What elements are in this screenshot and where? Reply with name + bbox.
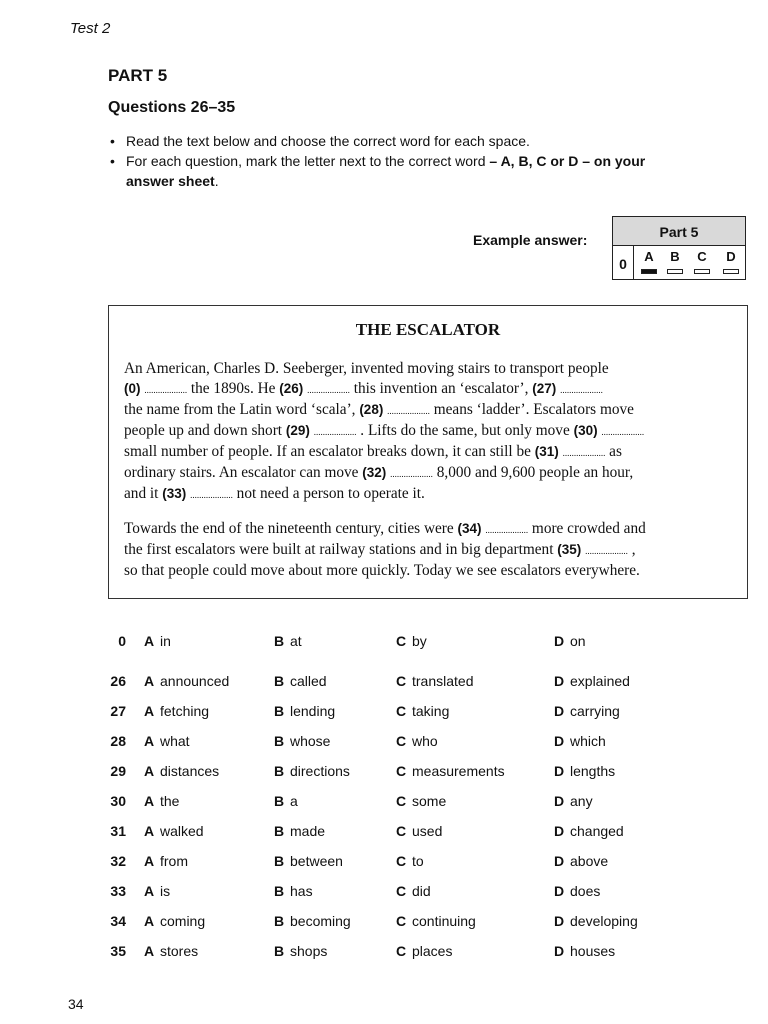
text-line: An American, Charles D. Seeberger, invented moving stairs to transport people xyxy=(124,360,609,377)
option-word: stores xyxy=(160,943,199,959)
option-word: who xyxy=(412,733,438,749)
paragraph-2 xyxy=(124,519,734,581)
option-letter: D xyxy=(554,673,565,689)
question-number: 0 xyxy=(118,633,126,649)
reading-text-box xyxy=(108,305,748,599)
option-word: at xyxy=(290,633,302,649)
page-number: 34 xyxy=(68,996,84,1012)
option-c xyxy=(396,673,473,689)
option-word: lending xyxy=(290,703,336,719)
example-option-a: A xyxy=(644,249,654,264)
question-number: 33 xyxy=(110,883,126,899)
option-word: announced xyxy=(160,673,230,689)
option-letter: A xyxy=(144,633,155,649)
question-row-0 xyxy=(0,633,768,655)
option-word: above xyxy=(570,853,609,869)
text-line: the name from the Latin word ‘scala’, (28) ................... means ‘ladder’. Escalators move xyxy=(124,401,634,418)
option-word: coming xyxy=(160,913,206,929)
option-word: made xyxy=(290,823,326,839)
option-d xyxy=(554,793,593,809)
option-letter: D xyxy=(554,883,565,899)
option-letter: D xyxy=(554,793,565,809)
text-line: people up and down short (29) ................... . Lifts do the same, but only move (30) ................... xyxy=(124,422,645,439)
gap-34: (34) xyxy=(457,521,482,536)
question-number: 32 xyxy=(110,853,126,869)
option-d xyxy=(554,883,600,899)
option-d xyxy=(554,633,586,649)
option-letter: A xyxy=(144,673,155,689)
option-word: a xyxy=(290,793,298,809)
instructions-list xyxy=(108,131,668,191)
option-letter: A xyxy=(144,703,155,719)
option-word: which xyxy=(570,733,606,749)
option-word: measurements xyxy=(412,763,505,779)
option-b xyxy=(274,913,351,929)
option-letter: A xyxy=(144,733,155,749)
question-number: 34 xyxy=(110,913,126,929)
option-letter: C xyxy=(396,733,407,749)
questions-title: Questions 26–35 xyxy=(108,99,236,116)
instruction-text: Read the text below and choose the correct word for each space. xyxy=(126,133,530,149)
option-letter: C xyxy=(396,823,407,839)
text-line: and it (33) ................... not need a person to operate it. xyxy=(124,485,425,502)
option-c xyxy=(396,853,424,869)
option-word: the xyxy=(160,793,180,809)
option-word: fetching xyxy=(160,703,210,719)
option-letter: B xyxy=(274,763,285,779)
question-row-35 xyxy=(0,943,768,965)
option-word: what xyxy=(160,733,190,749)
question-number: 31 xyxy=(110,823,126,839)
option-word: did xyxy=(412,883,431,899)
option-word: on xyxy=(570,633,586,649)
option-word: whose xyxy=(290,733,331,749)
option-c xyxy=(396,703,449,719)
part-title: PART 5 xyxy=(108,66,168,85)
option-letter: B xyxy=(274,823,285,839)
text-line: (0) ................... the 1890s. He (26) ................... this invention an ‘escalator’, (27) ................... xyxy=(124,380,603,397)
gap-28: (28) xyxy=(359,402,384,417)
gap-27: (27) xyxy=(532,381,557,396)
question-row-28 xyxy=(0,733,768,755)
option-a xyxy=(144,913,205,929)
question-row-34 xyxy=(0,913,768,935)
option-word: houses xyxy=(570,943,616,959)
option-letter: A xyxy=(144,763,155,779)
option-letter: D xyxy=(554,733,565,749)
option-b xyxy=(274,943,327,959)
gap-35: (35) xyxy=(557,542,582,557)
text-line: Towards the end of the nineteenth century, cities were (34) ................... more crowded and xyxy=(124,520,646,537)
option-word: does xyxy=(570,883,601,899)
text-title: THE ESCALATOR xyxy=(355,320,501,339)
option-word: by xyxy=(412,633,427,649)
option-a xyxy=(144,943,198,959)
option-letter: C xyxy=(396,673,407,689)
option-a xyxy=(144,763,219,779)
option-a xyxy=(144,633,171,649)
option-letter: B xyxy=(274,883,285,899)
example-option-d: D xyxy=(726,249,736,264)
option-b xyxy=(274,883,313,899)
example-option-c: C xyxy=(697,249,707,264)
option-letter: B xyxy=(274,733,285,749)
question-number: 29 xyxy=(110,763,126,779)
option-word: to xyxy=(412,853,424,869)
option-a xyxy=(144,673,229,689)
example-mark-c xyxy=(694,269,710,274)
option-word: continuing xyxy=(412,913,476,929)
option-letter: D xyxy=(554,823,565,839)
question-number: 27 xyxy=(110,703,126,719)
question-row-27 xyxy=(0,703,768,725)
example-mark-d xyxy=(723,269,739,274)
instruction-text: For each question, mark the letter next to the correct word xyxy=(126,153,490,169)
example-answer-label: Example answer: xyxy=(473,232,588,248)
question-row-29 xyxy=(0,763,768,785)
text-line: so that people could move about more quickly. Today we see escalators everywhere. xyxy=(124,562,640,579)
example-answer-box xyxy=(612,216,746,280)
option-letter: A xyxy=(144,943,155,959)
gap-26: (26) xyxy=(279,381,304,396)
example-mark-b xyxy=(667,269,683,274)
option-word: explained xyxy=(570,673,630,689)
option-letter: C xyxy=(396,703,407,719)
example-mark-a-filled xyxy=(641,269,657,274)
question-number: 28 xyxy=(110,733,126,749)
gap-31: (31) xyxy=(534,444,559,459)
option-letter: D xyxy=(554,853,565,869)
option-d xyxy=(554,853,608,869)
option-letter: B xyxy=(274,633,285,649)
option-c xyxy=(396,823,442,839)
option-word: walked xyxy=(160,823,204,839)
option-letter: A xyxy=(144,823,155,839)
option-c xyxy=(396,633,427,649)
option-d xyxy=(554,943,615,959)
option-c xyxy=(396,913,476,929)
question-number: 26 xyxy=(110,673,126,689)
option-letter: C xyxy=(396,943,407,959)
option-d xyxy=(554,703,620,719)
gap-0: (0) xyxy=(124,381,141,396)
question-row-30 xyxy=(0,793,768,815)
option-a xyxy=(144,703,209,719)
instruction-bold-text: – A, B, C or D – on your answer sheet xyxy=(126,153,646,189)
option-letter: B xyxy=(274,793,285,809)
option-word: between xyxy=(290,853,343,869)
option-c xyxy=(396,733,438,749)
option-word: has xyxy=(290,883,313,899)
option-word: any xyxy=(570,793,593,809)
option-d xyxy=(554,913,638,929)
gap-32: (32) xyxy=(362,465,387,480)
question-row-31 xyxy=(0,823,768,845)
option-word: from xyxy=(160,853,188,869)
text-line: the first escalators were built at railway stations and in big department (35) ................... , xyxy=(124,541,636,558)
option-letter: B xyxy=(274,673,285,689)
option-letter: C xyxy=(396,793,407,809)
option-a xyxy=(144,853,188,869)
option-a xyxy=(144,733,190,749)
instruction-item xyxy=(108,131,668,151)
option-word: taking xyxy=(412,703,450,719)
option-a xyxy=(144,793,179,809)
option-d xyxy=(554,823,624,839)
text-line: ordinary stairs. An escalator can move (32) ................... 8,000 and 9,600 people an hour, xyxy=(124,464,634,481)
option-word: in xyxy=(160,633,171,649)
option-letter: C xyxy=(396,633,407,649)
option-letter: C xyxy=(396,763,407,779)
option-b xyxy=(274,733,330,749)
instruction-suffix: . xyxy=(214,173,219,189)
option-letter: D xyxy=(554,633,565,649)
option-word: directions xyxy=(290,763,350,779)
option-word: becoming xyxy=(290,913,351,929)
option-d xyxy=(554,763,615,779)
option-c xyxy=(396,943,452,959)
option-word: is xyxy=(160,883,171,899)
option-letter: C xyxy=(396,883,407,899)
option-letter: A xyxy=(144,793,155,809)
example-box-title: Part 5 xyxy=(613,217,745,246)
option-letter: B xyxy=(274,943,285,959)
option-word: called xyxy=(290,673,327,689)
option-c xyxy=(396,883,431,899)
option-letter: D xyxy=(554,943,565,959)
option-b xyxy=(274,703,335,719)
option-letter: B xyxy=(274,913,285,929)
option-word: developing xyxy=(570,913,638,929)
option-word: translated xyxy=(412,673,474,689)
option-a xyxy=(144,883,170,899)
option-b xyxy=(274,823,325,839)
option-d xyxy=(554,733,606,749)
option-a xyxy=(144,823,204,839)
gap-33: (33) xyxy=(162,486,187,501)
question-number: 35 xyxy=(110,943,126,959)
option-b xyxy=(274,633,302,649)
option-word: distances xyxy=(160,763,220,779)
option-letter: C xyxy=(396,913,407,929)
option-word: changed xyxy=(570,823,624,839)
option-letter: A xyxy=(144,853,155,869)
option-b xyxy=(274,673,327,689)
option-letter: D xyxy=(554,763,565,779)
option-word: carrying xyxy=(570,703,620,719)
instruction-item xyxy=(108,151,668,191)
question-row-33 xyxy=(0,883,768,905)
gap-30: (30) xyxy=(573,423,598,438)
option-word: places xyxy=(412,943,453,959)
option-letter: D xyxy=(554,913,565,929)
option-letter: D xyxy=(554,703,565,719)
option-letter: B xyxy=(274,703,285,719)
option-word: lengths xyxy=(570,763,616,779)
gap-29: (29) xyxy=(285,423,310,438)
option-word: shops xyxy=(290,943,328,959)
option-letter: C xyxy=(396,853,407,869)
option-b xyxy=(274,763,350,779)
option-letter: B xyxy=(274,853,285,869)
text-line: small number of people. If an escalator breaks down, it can still be (31) ................... as xyxy=(124,443,622,460)
option-b xyxy=(274,853,343,869)
option-c xyxy=(396,763,505,779)
question-number: 30 xyxy=(110,793,126,809)
example-option-b: B xyxy=(670,249,680,264)
paragraph-1 xyxy=(124,359,734,505)
test-label: Test 2 xyxy=(70,20,111,37)
option-word: used xyxy=(412,823,443,839)
option-letter: A xyxy=(144,913,155,929)
option-d xyxy=(554,673,630,689)
option-word: some xyxy=(412,793,447,809)
example-number: 0 xyxy=(613,246,634,279)
option-b xyxy=(274,793,298,809)
option-letter: A xyxy=(144,883,155,899)
question-row-32 xyxy=(0,853,768,875)
option-c xyxy=(396,793,446,809)
question-row-26 xyxy=(0,673,768,695)
